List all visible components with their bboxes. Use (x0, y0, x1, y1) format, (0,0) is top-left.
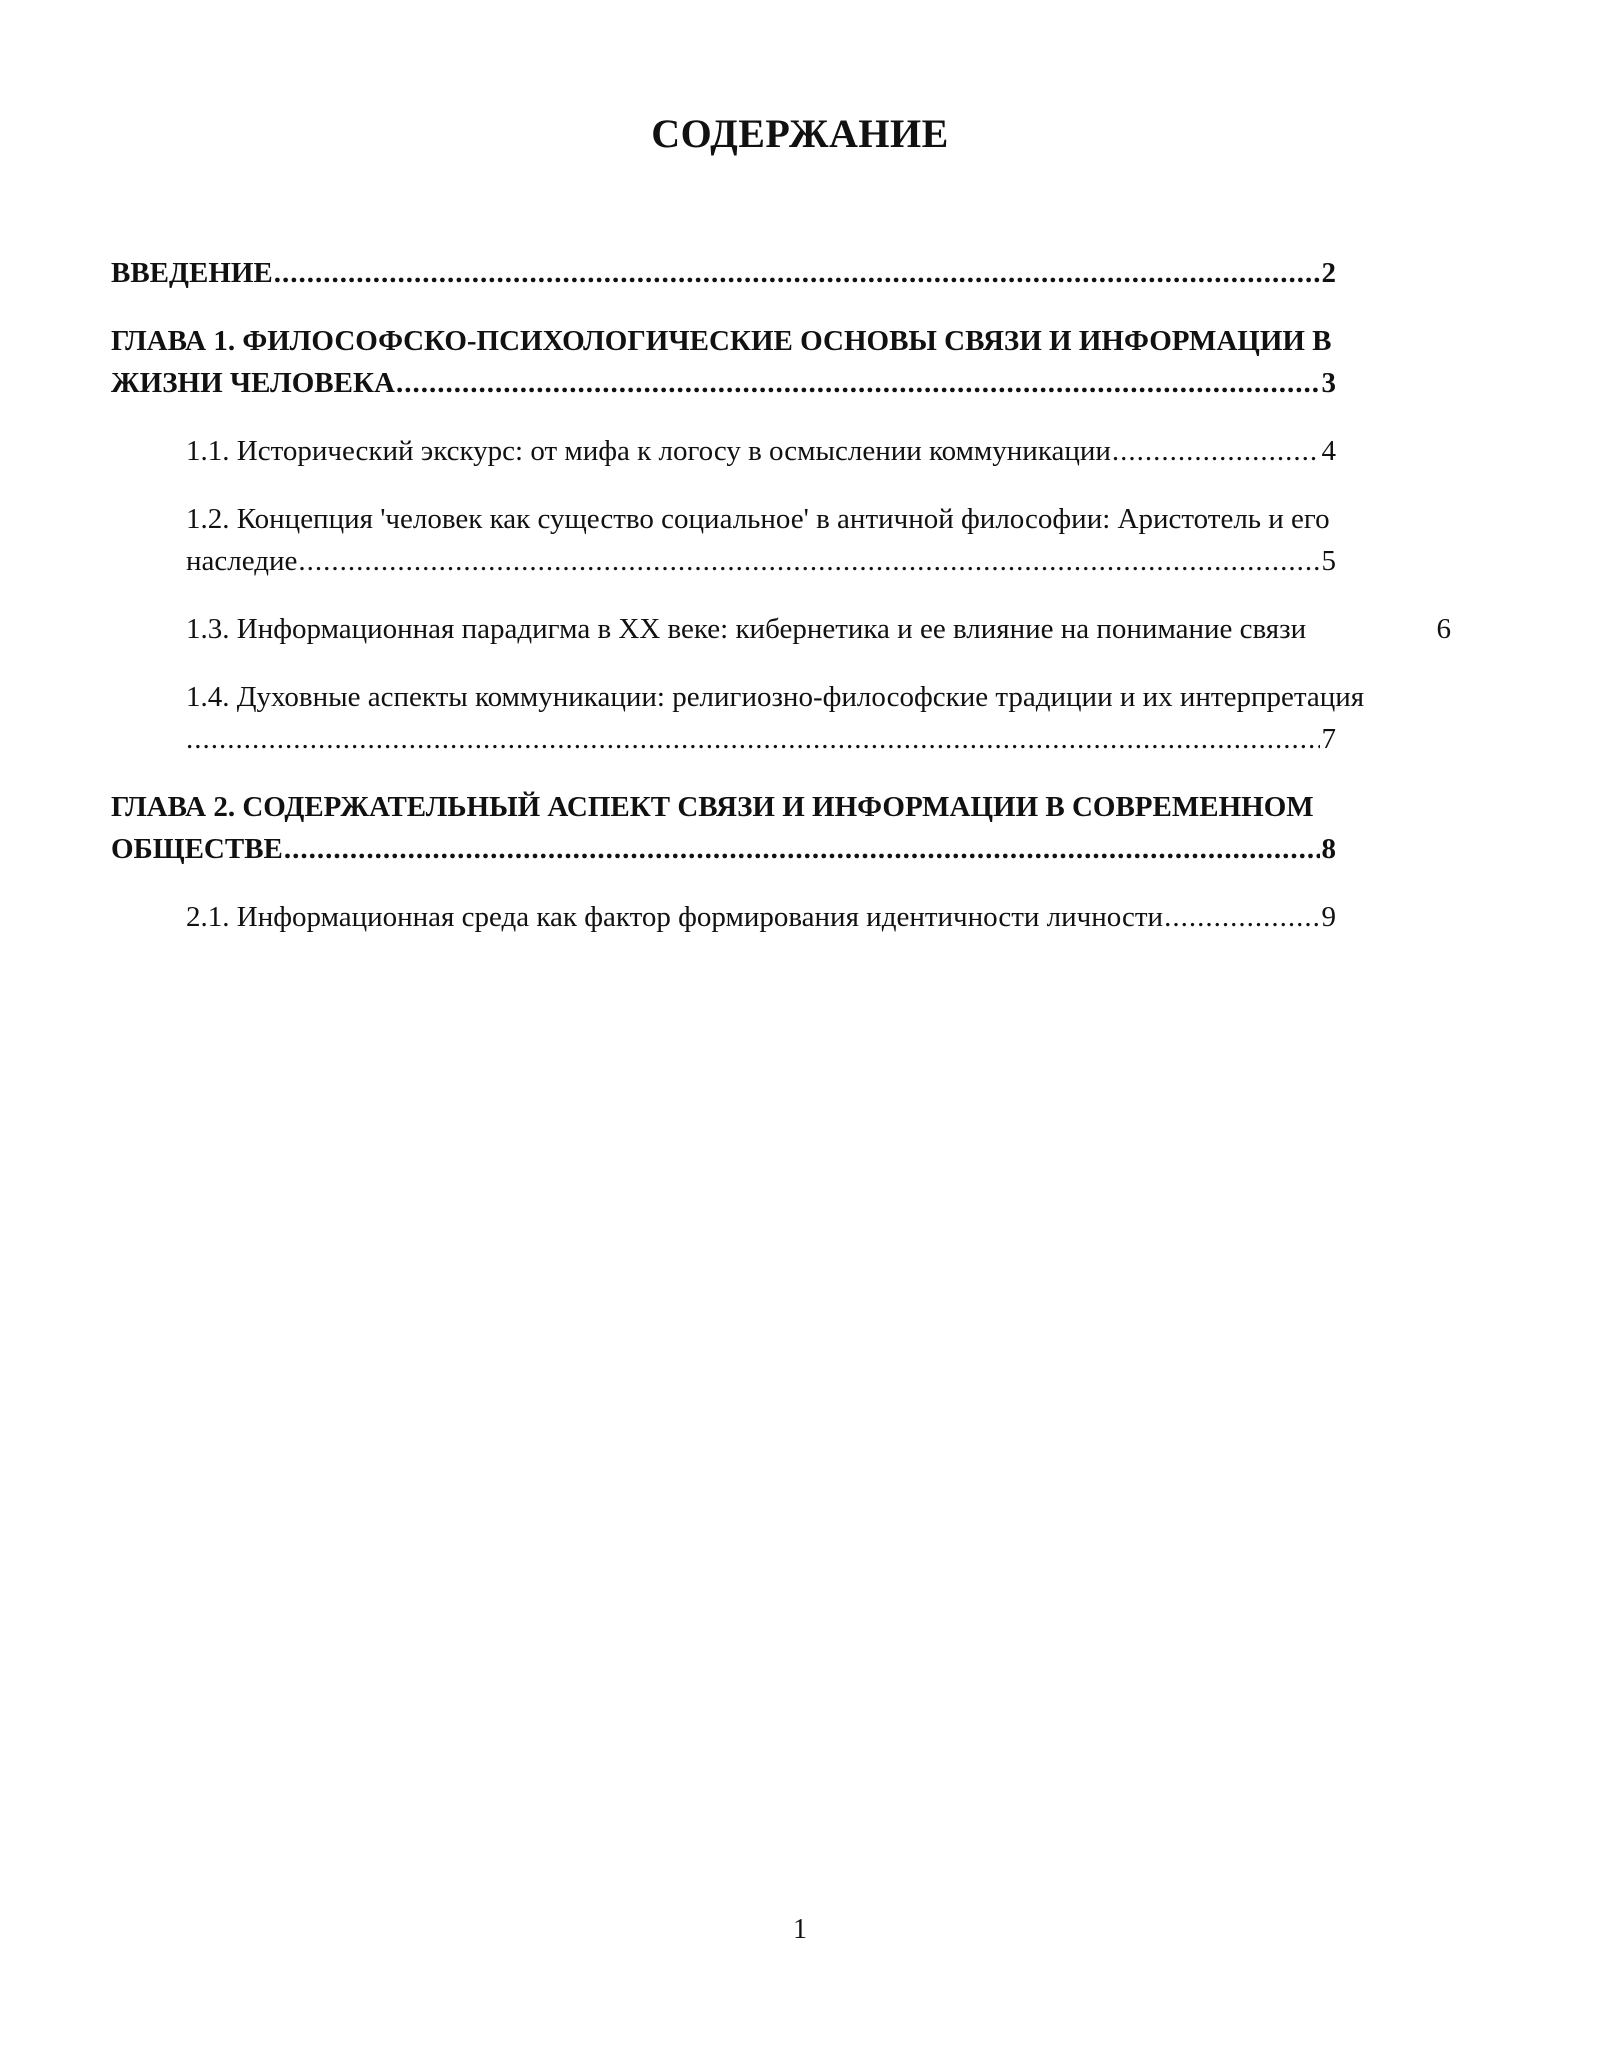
dot-leader (274, 252, 1320, 294)
toc-page-number: 5 (1321, 545, 1336, 577)
toc-entry-section-1-4[interactable] (186, 676, 1491, 760)
dot-leader (1164, 896, 1319, 938)
toc-entry-text: ГЛАВА 1. ФИЛОСОФСКО-ПСИХОЛОГИЧЕСКИЕ ОСНОВЫ СВЯЗИ И ИНФОРМАЦИИ В (111, 325, 1332, 357)
toc-entry-text: 1.3. Информационная парадигма в XX веке: кибернетика и ее влияние на понимание связи (186, 613, 1307, 645)
toc-entry-text: ГЛАВА 2. СОДЕРЖАТЕЛЬНЫЙ АСПЕКТ СВЯЗИ И ИНФОРМАЦИИ В СОВРЕМЕННОМ (111, 791, 1314, 823)
toc-entry-chapter-1[interactable] (111, 320, 1491, 404)
dot-leader (284, 828, 1320, 870)
toc-entry-text-continued: ЖИЗНИ ЧЕЛОВЕКА (111, 367, 395, 399)
toc-page-number: 7 (1321, 723, 1336, 755)
toc-page-number: 8 (1321, 833, 1336, 865)
toc-entry-text: 1.2. Концепция 'человек как существо социальное' в античной философии: Аристотель и его (186, 503, 1330, 535)
toc-entry-text: 1.4. Духовные аспекты коммуникации: религиозно-философские традиции и их интерпретация (186, 681, 1365, 713)
page-footer-number: 1 (793, 1914, 807, 1945)
toc-entry-section-1-3[interactable] (186, 608, 1451, 650)
toc-entry-intro[interactable] (111, 252, 1336, 294)
toc-entry-text: 2.1. Информационная среда как фактор формирования идентичности личности (186, 901, 1164, 933)
toc-entry-text-continued: наследие (186, 545, 298, 577)
toc-page-number: 9 (1321, 901, 1336, 933)
toc-page-number: 4 (1321, 435, 1336, 467)
dot-leader (298, 540, 1319, 582)
dot-leader (1112, 430, 1320, 472)
dot-leader (396, 362, 1320, 404)
toc-entry-text: 1.1. Исторический экскурс: от мифа к логосу в осмыслении коммуникации (186, 435, 1111, 467)
page-title: СОДЕРЖАНИЕ (651, 111, 949, 156)
toc-page-number: 2 (1321, 257, 1336, 289)
toc-entry-text: ВВЕДЕНИЕ (111, 257, 273, 289)
toc-entry-section-2-1[interactable] (186, 896, 1336, 938)
dot-leader (186, 718, 1320, 760)
toc-page-number: 3 (1321, 367, 1336, 399)
table-of-contents (111, 252, 1491, 964)
toc-entry-section-1-1[interactable] (186, 430, 1336, 472)
toc-entry-chapter-2[interactable] (111, 786, 1491, 870)
toc-page-number: 6 (1436, 613, 1451, 645)
toc-entry-text-continued: ОБЩЕСТВЕ (111, 833, 283, 865)
toc-entry-section-1-2[interactable] (186, 498, 1491, 582)
